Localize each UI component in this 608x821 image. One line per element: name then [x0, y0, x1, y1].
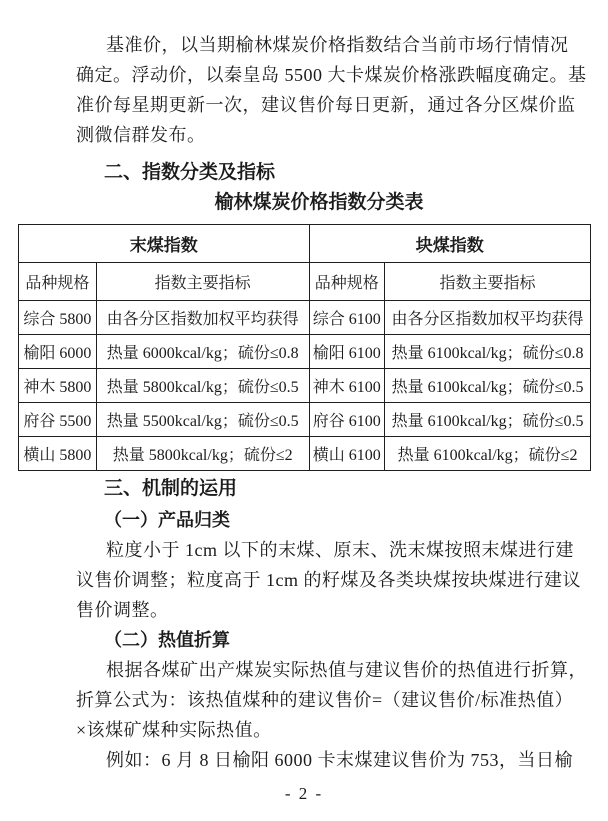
paragraph-line: 粒度小于 1cm 以下的末煤、原末、洗末煤按照末煤进行建 [106, 540, 574, 560]
paragraph-line: ×该煤矿煤种实际热值。 [76, 720, 272, 740]
table-cell: 热量 5800kcal/kg；硫份≤0.5 [96, 369, 309, 403]
paragraph-line: 测微信群发布。 [76, 125, 206, 145]
column-header: 指数主要指标 [96, 263, 309, 301]
section2-heading: 二、指数分类及指标 [104, 162, 276, 183]
table-cell: 热量 6100kcal/kg；硫份≤0.5 [385, 403, 591, 437]
table-group-header-row [19, 225, 591, 263]
table-cell: 热量 6100kcal/kg；硫份≤2 [385, 437, 591, 471]
paragraph-line: 基准价，以当期榆林煤炭价格指数结合当前市场行情情况 [106, 35, 569, 55]
table-cell: 横山 6100 [309, 437, 385, 471]
table-cell: 府谷 5500 [19, 403, 97, 437]
table-column-header-row [19, 263, 591, 301]
price-index-table [18, 224, 591, 471]
table-cell: 榆阳 6000 [19, 335, 97, 369]
calorific-conversion-paragraph [76, 655, 586, 745]
column-header: 品种规格 [309, 263, 385, 301]
section3-heading: 三、机制的运用 [104, 478, 238, 499]
table-cell: 神木 5800 [19, 369, 97, 403]
table-row [19, 301, 591, 335]
page-number: - 2 - [284, 784, 324, 803]
column-header: 品种规格 [19, 263, 97, 301]
table-cell: 由各分区指数加权平均获得 [385, 301, 591, 335]
section3-sub2-heading: （二）热值折算 [104, 630, 230, 650]
group-header-lump-coal: 块煤指数 [309, 225, 590, 263]
paragraph-line: 议售价调整；粒度高于 1cm 的籽煤及各类块煤按块煤进行建议 [76, 570, 581, 590]
table-cell: 热量 6100kcal/kg；硫份≤0.5 [385, 369, 591, 403]
paragraph-line: 折算公式为：该热值煤种的建议售价=（建议售价/标准热值） [76, 690, 574, 710]
paragraph-line: 例如：6 月 8 日榆阳 6000 卡末煤建议售价为 753，当日榆 [106, 750, 573, 770]
paragraph-line: 售价调整。 [76, 600, 169, 620]
table-cell: 热量 6000kcal/kg；硫份≤0.8 [96, 335, 309, 369]
table-cell: 神木 6100 [309, 369, 385, 403]
section3-sub1-heading: （一）产品归类 [104, 510, 230, 530]
table-cell: 热量 5500kcal/kg；硫份≤0.5 [96, 403, 309, 437]
group-header-fine-coal: 末煤指数 [19, 225, 310, 263]
table-row [19, 403, 591, 437]
table-cell: 热量 5800kcal/kg；硫份≤2 [96, 437, 309, 471]
table-title: 榆林煤炭价格指数分类表 [214, 192, 424, 213]
table-cell: 综合 5800 [19, 301, 97, 335]
table-row [19, 369, 591, 403]
product-classification-paragraph [76, 535, 586, 625]
table-cell: 综合 6100 [309, 301, 385, 335]
paragraph-line: 确定。浮动价，以秦皇岛 5500 大卡煤炭价格涨跌幅度确定。基 [76, 65, 587, 85]
table-cell: 由各分区指数加权平均获得 [96, 301, 309, 335]
intro-paragraph [76, 30, 586, 150]
paragraph-line: 根据各煤矿出产煤炭实际热值与建议售价的热值进行折算， [106, 660, 587, 680]
table-cell: 榆阳 6100 [309, 335, 385, 369]
table-cell: 横山 5800 [19, 437, 97, 471]
table-cell: 府谷 6100 [309, 403, 385, 437]
example-paragraph [76, 745, 586, 775]
table-cell: 热量 6100kcal/kg；硫份≤0.8 [385, 335, 591, 369]
table-row [19, 335, 591, 369]
paragraph-line: 准价每星期更新一次，建议售价每日更新，通过各分区煤价监 [76, 95, 576, 115]
table-row [19, 437, 591, 471]
column-header: 指数主要指标 [385, 263, 591, 301]
